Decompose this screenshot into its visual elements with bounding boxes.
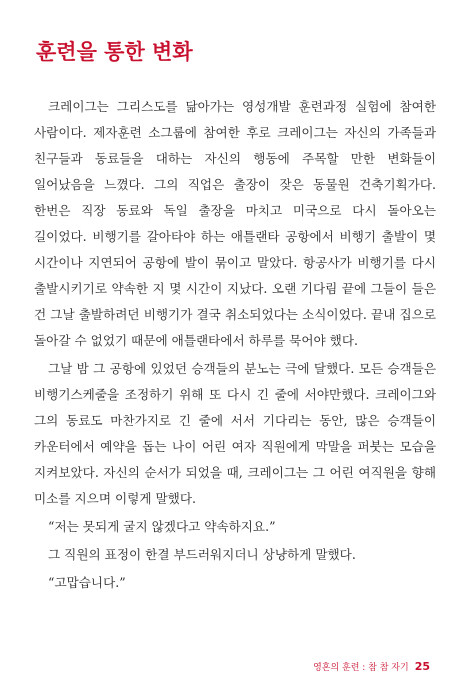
running-title: 영혼의 훈련 : 참 참 자기 [313, 663, 409, 673]
quote-line-1: “저는 못되게 굴지 않겠다고 약속하지요.” [48, 519, 276, 534]
narration-line: 그 직원의 표정이 한결 부드러워지더니 상냥하게 말했다. [48, 547, 356, 562]
chapter-title: 훈련을 통한 변화 [36, 40, 193, 64]
paragraph-1: 크레이그는 그리스도를 닮아가는 영성개발 훈련과정 실험에 참여한 사람이다. 제자훈련 소그룹에 참여한 후로 크레이그는 자신의 가족들과 친구들과 동료들을 대하는 자신의 행동에 주목할 만한 변화들이 일어났음을 느꼈다. 그의 직업은 출장이 잦은 동물원 건축기획가다. 한번은 직장 동료와 독일 출장을 마치고 미국으로 다시 돌아오는 길이었다. 비행기를 갈아타야 하는 애틀랜타 공항에서 비행기 출발이 몇 시간이나 지연되어 공항에 발이 묶이고 말았다. 항공사가 비행기를 다시 출발시키기로 약속한 지 몇 시간이 지났다. 오랜 기다림 끝에 그들이 들은 건 그날 출발하려던 비행기가 결국 취소되었다는 소식이었다. 끝내 집으로 돌아갈 수 없었기 때문에 애틀랜타에서 하루를 묵어야 했다. [34, 99, 436, 348]
body-text [34, 94, 436, 596]
page-footer [313, 660, 430, 673]
paragraph-2: 그날 밤 그 공항에 있었던 승객들의 분노는 극에 달했다. 모든 승객들은 비행기스케줄을 조정하기 위해 또 다시 긴 줄에 서야만했다. 크레이그와 그의 동료도 마찬가지로 긴 줄에 서서 기다리는 동안, 많은 승객들이 카운터에서 예약을 돕는 나이 어린 여자 직원에게 막말을 퍼붓는 모습을 지켜보았다. 자신의 순서가 되었을 때, 크레이그는 그 어린 여직원을 향해 미소를 지으며 이렇게 말했다. [34, 361, 436, 506]
page-number: 25 [414, 660, 430, 673]
quote-line-2: “고맙습니다.” [48, 575, 126, 590]
